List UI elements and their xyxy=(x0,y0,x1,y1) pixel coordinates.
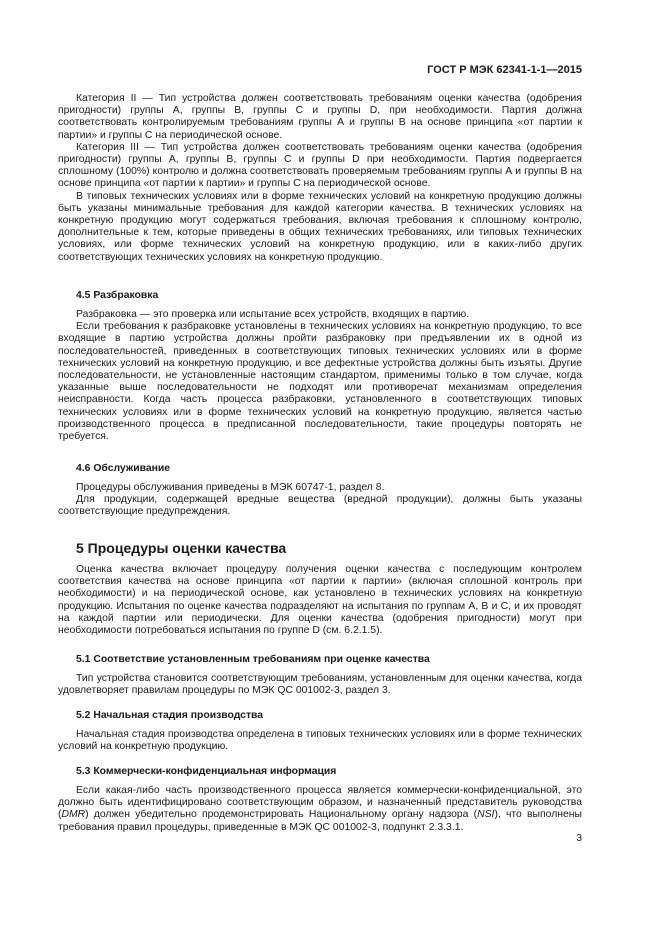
paragraph-category-3: Категория III — Тип устройства должен соответствовать требованиям оценки качества (одобрения пригодности) группы А, группы В, группы С и группы D при необходимости. Партия подвергается сплошному (100%) контролю и должна соответствовать проверяемым требованиям группы А и группы В на основе принципа «от партии к партии» и группы С на периодической основе. xyxy=(58,141,582,190)
paragraph: Для продукции, содержащей вредные вещества (вредной продукции), должны быть указаны соответствующие предупреждения. xyxy=(58,494,582,518)
text: Если какая-либо часть производственного процесса является коммерчески-конфиденциальной, это должно быть идентифицировано соответствующим образом, и назначенный представитель руководства ( xyxy=(58,785,582,821)
intro-block xyxy=(58,93,582,264)
section-5-2-body xyxy=(58,729,582,753)
paragraph: Разбраковка — это проверка или испытание всех устройств, входящих в партию. xyxy=(76,309,470,320)
section-4-5-body xyxy=(58,309,582,443)
paragraph: Процедуры обслуживания приведены в МЭК 60747-1, раздел 8. xyxy=(76,482,385,493)
page-number: 3 xyxy=(576,833,582,844)
paragraph xyxy=(58,785,582,834)
abbr-dmr: DMR xyxy=(61,809,86,821)
text: ) должен убедительно продемонстрировать Национальному органу надзора ( xyxy=(85,809,478,821)
document-header: ГОСТ Р МЭК 62341-1-1—2015 xyxy=(427,64,582,76)
paragraph: Начальная стадия производства определена в типовых технических условиях или в форме технических условий на конкретную продукцию. xyxy=(58,729,582,753)
paragraph-requirements: В типовых технических условиях или в форме технических условий на конкретную продукцию должны быть указаны минимальные требования для каждой категории качества. В технических условиях на конкретную продукцию могут содержаться требования, включая требования к сплошному контролю, дополнительные к тем, которые приведены в общих технических требованиях, или типовых технических условиях, или форме технических условий на конкретную продукцию, или в каких-либо других соответствующих технических условиях на конкретную продукцию. xyxy=(58,190,582,263)
section-5-body xyxy=(58,564,582,637)
section-4-5-heading: 4.5 Разбраковка xyxy=(76,290,159,301)
paragraph: Тип устройства становится соответствующим требованиям, установленным для оценки качества, когда удовлетворяет правилам процедуры по МЭК QC 001002-3, раздел 3. xyxy=(58,673,582,697)
section-5-heading: 5 Процедуры оценки качества xyxy=(76,540,287,556)
abbr-nsi: NSI xyxy=(477,809,495,821)
section-5-3-body xyxy=(58,785,582,834)
section-5-1-body xyxy=(58,673,582,697)
section-5-3-heading: 5.3 Коммерчески-конфиденциальная информация xyxy=(76,766,337,777)
section-5-1-heading: 5.1 Соответствие установленным требованиям при оценке качества xyxy=(76,654,430,665)
text: ), что выполнены требования правил процедуры, приведенные в МЭК QC 001002-3, подпункт 2.3.3.1. xyxy=(58,809,582,833)
section-4-6-body xyxy=(58,482,582,519)
section-5-2-heading: 5.2 Начальная стадия производства xyxy=(76,710,264,721)
section-4-6-heading: 4.6 Обслуживание xyxy=(76,463,171,474)
paragraph-category-2: Категория II — Тип устройства должен соответствовать требованиям оценки качества (одобрения пригодности) группы А, группы В, группы С и группы D, при необходимости. Партия должна соответствовать контролируемым требованиям группы А и группы В на основе принципа «от партии к партии» и группы С на периодической основе. xyxy=(58,93,582,141)
paragraph: Если требования к разбраковке установлены в технических условиях на конкретную продукцию, то все входящие в партию устройства должны пройти разбраковку при предъявлении их в одной из последовательностей, приведенных в соответствующих типовых технических условиях или в форме технических условий на конкретную продукцию, и все дефектные устройства должны быть изъяты. Другие последовательности, не установленные настоящим стандартом, применимы только в том случае, когда указанные выше последовательности не подходят или противоречат механизмам определения неисправности. Когда часть процесса разбраковки, установленного в соответствующих типовых технических условиях или в форме технических условий на конкретную продукцию, является частью производственного процесса в предписанной последовательности, такие процедуры повторять не требуется. xyxy=(58,321,582,443)
paragraph: Оценка качества включает процедуру получения оценки качества с последующим контролем соответствия качества на основе принципа «от партии к партии» (включая сплошной контроль при необходимости) и на периодической основе, как установлено в технических условиях на конкретную продукцию. Испытания по оценке качества подразделяют на испытания по группам А, В и С, и их проводят на каждой партии или периодически. Для оценки качества (одобрения пригодности) могут при необходимости потребоваться испытания по группе D (см. 6.2.1.5). xyxy=(58,564,582,637)
